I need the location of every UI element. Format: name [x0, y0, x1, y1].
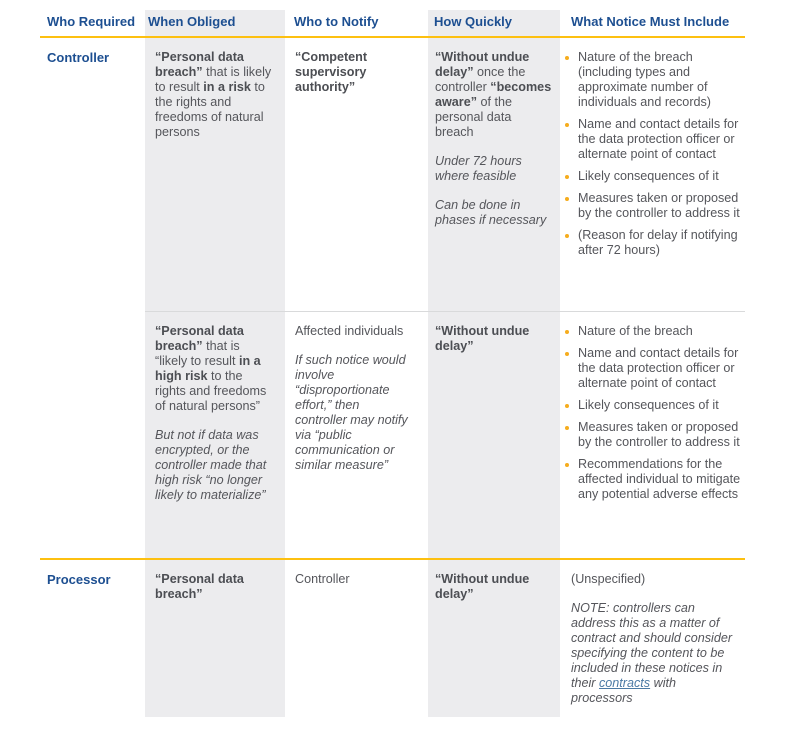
- text-run: Under 72 hours where feasible: [435, 154, 522, 183]
- text-run: “Without undue delay”: [435, 324, 530, 353]
- bullet-dot-icon: [565, 426, 569, 430]
- column-header-what-notice-must-include: What Notice Must Include: [571, 14, 730, 29]
- cell-paragraph: [295, 572, 412, 587]
- text-run: Nature of the breach: [578, 324, 693, 338]
- notice-item: [564, 169, 741, 184]
- text-run: Likely consequences of it: [578, 398, 719, 412]
- text-run: in a high risk: [155, 354, 261, 383]
- notice-list: [564, 324, 741, 502]
- text-run: “Personal data breach”: [155, 324, 244, 353]
- text-run: “becomes aware”: [435, 80, 552, 109]
- text-run: Recommendations for the affected individual to mitigate any potential adverse effects: [578, 457, 741, 501]
- cell-when-obliged: [145, 38, 285, 311]
- cell-paragraph: [571, 601, 741, 706]
- text-run: (Reason for delay if notifying after 72 hours): [578, 228, 738, 257]
- text-run: to the rights and freedoms of natural persons: [155, 80, 265, 139]
- cell-paragraph: [435, 198, 552, 228]
- cell-paragraph: [435, 324, 552, 354]
- cell-what-notice: [560, 38, 745, 311]
- text-run: Nature of the breach (including types and approximate number of individuals and records): [578, 50, 712, 109]
- notice-item: [564, 398, 741, 413]
- cell-paragraph: [295, 50, 412, 95]
- text-run: Measures taken or proposed by the controller to address it: [578, 191, 740, 220]
- cell-who-to-notify: [285, 311, 428, 558]
- cell-who-required: [40, 311, 145, 558]
- text-run: (Unspecified): [571, 572, 646, 586]
- text-run: “Personal data breach”: [155, 50, 244, 79]
- cell-who-to-notify: [285, 38, 428, 311]
- cell-when-obliged: [145, 560, 285, 717]
- cell-paragraph: [155, 572, 273, 602]
- text-run: “Personal data breach”: [155, 572, 244, 601]
- text-run: Name and contact details for the data protection officer or alternate point of contact: [578, 117, 739, 161]
- cell-paragraph: [435, 50, 552, 140]
- text-run: Name and contact details for the data protection officer or alternate point of contact: [578, 346, 739, 390]
- notice-item: [564, 324, 741, 339]
- bullet-dot-icon: [565, 56, 569, 60]
- text-run: Affected individuals: [295, 324, 404, 338]
- bullet-dot-icon: [565, 463, 569, 467]
- cell-what-notice: [560, 560, 745, 717]
- bullet-dot-icon: [565, 175, 569, 179]
- cell-paragraph: [435, 572, 552, 602]
- text-run: Controller: [295, 572, 350, 586]
- text-run: But not if data was encrypted, or the controller made that high risk “no longer likely to materialize”: [155, 428, 267, 502]
- cell-who-required: Controller: [47, 50, 110, 65]
- cell-paragraph: [295, 353, 412, 473]
- bullet-dot-icon: [565, 404, 569, 408]
- text-run: of the personal data breach: [435, 95, 513, 139]
- text-run: “Competent supervisory authority”: [295, 50, 368, 94]
- notice-item: [564, 50, 741, 110]
- text-run: once the controller: [435, 65, 526, 94]
- cell-paragraph: [571, 572, 741, 587]
- text-run: If such notice would involve “disproportionate effort,” then controller may notify via “public communication or similar measure”: [295, 353, 408, 472]
- cell-how-quickly: [428, 38, 560, 311]
- bullet-dot-icon: [565, 330, 569, 334]
- text-run: “Without undue delay”: [435, 572, 530, 601]
- cell-paragraph: [155, 324, 273, 414]
- cell-paragraph: [155, 428, 273, 503]
- text-run: Measures taken or proposed by the controller to address it: [578, 420, 740, 449]
- cell-what-notice: [560, 311, 745, 558]
- column-header-who-required: Who Required: [47, 14, 136, 29]
- bullet-dot-icon: [565, 123, 569, 127]
- contracts-link[interactable]: contracts: [599, 676, 651, 690]
- text-run: NOTE: controllers can address this as a matter of contract and should consider specifying the content to be included in these notices in their: [571, 601, 733, 690]
- bullet-dot-icon: [565, 234, 569, 238]
- table-header-row: [40, 10, 745, 36]
- notice-item: [564, 420, 741, 450]
- text-run: in a risk: [203, 80, 251, 94]
- notice-item: [564, 228, 741, 258]
- text-run: with processors: [571, 676, 677, 705]
- cell-when-obliged: [145, 311, 285, 558]
- text-run: Can be done in phases if necessary: [435, 198, 547, 227]
- cell-paragraph: [295, 324, 412, 339]
- cell-who-required: Processor: [47, 572, 111, 587]
- bullet-dot-icon: [565, 197, 569, 201]
- column-header-who-to-notify: Who to Notify: [294, 14, 379, 29]
- column-header-how-quickly: How Quickly: [428, 10, 560, 36]
- cell-how-quickly: [428, 311, 560, 558]
- notice-list: [564, 50, 741, 258]
- table-row-controller-individuals: [40, 311, 745, 558]
- cell-how-quickly: [428, 560, 560, 717]
- column-header-when-obliged: When Obliged: [145, 10, 285, 36]
- table-row-controller-authority: [40, 38, 745, 311]
- text-run: to the rights and freedoms of natural persons”: [155, 369, 267, 413]
- cell-who-to-notify: [285, 560, 428, 717]
- notice-item: [564, 191, 741, 221]
- bullet-dot-icon: [565, 352, 569, 356]
- text-run: that is likely to result: [155, 65, 272, 94]
- cell-paragraph: [435, 154, 552, 184]
- text-run: Likely consequences of it: [578, 169, 719, 183]
- breach-notification-table: [40, 10, 745, 717]
- table-row-processor: [40, 560, 745, 717]
- notice-item: [564, 457, 741, 502]
- cell-paragraph: [155, 50, 273, 140]
- text-run: that is “likely to result: [155, 339, 240, 368]
- text-run: “Without undue delay”: [435, 50, 530, 79]
- notice-item: [564, 117, 741, 162]
- notice-item: [564, 346, 741, 391]
